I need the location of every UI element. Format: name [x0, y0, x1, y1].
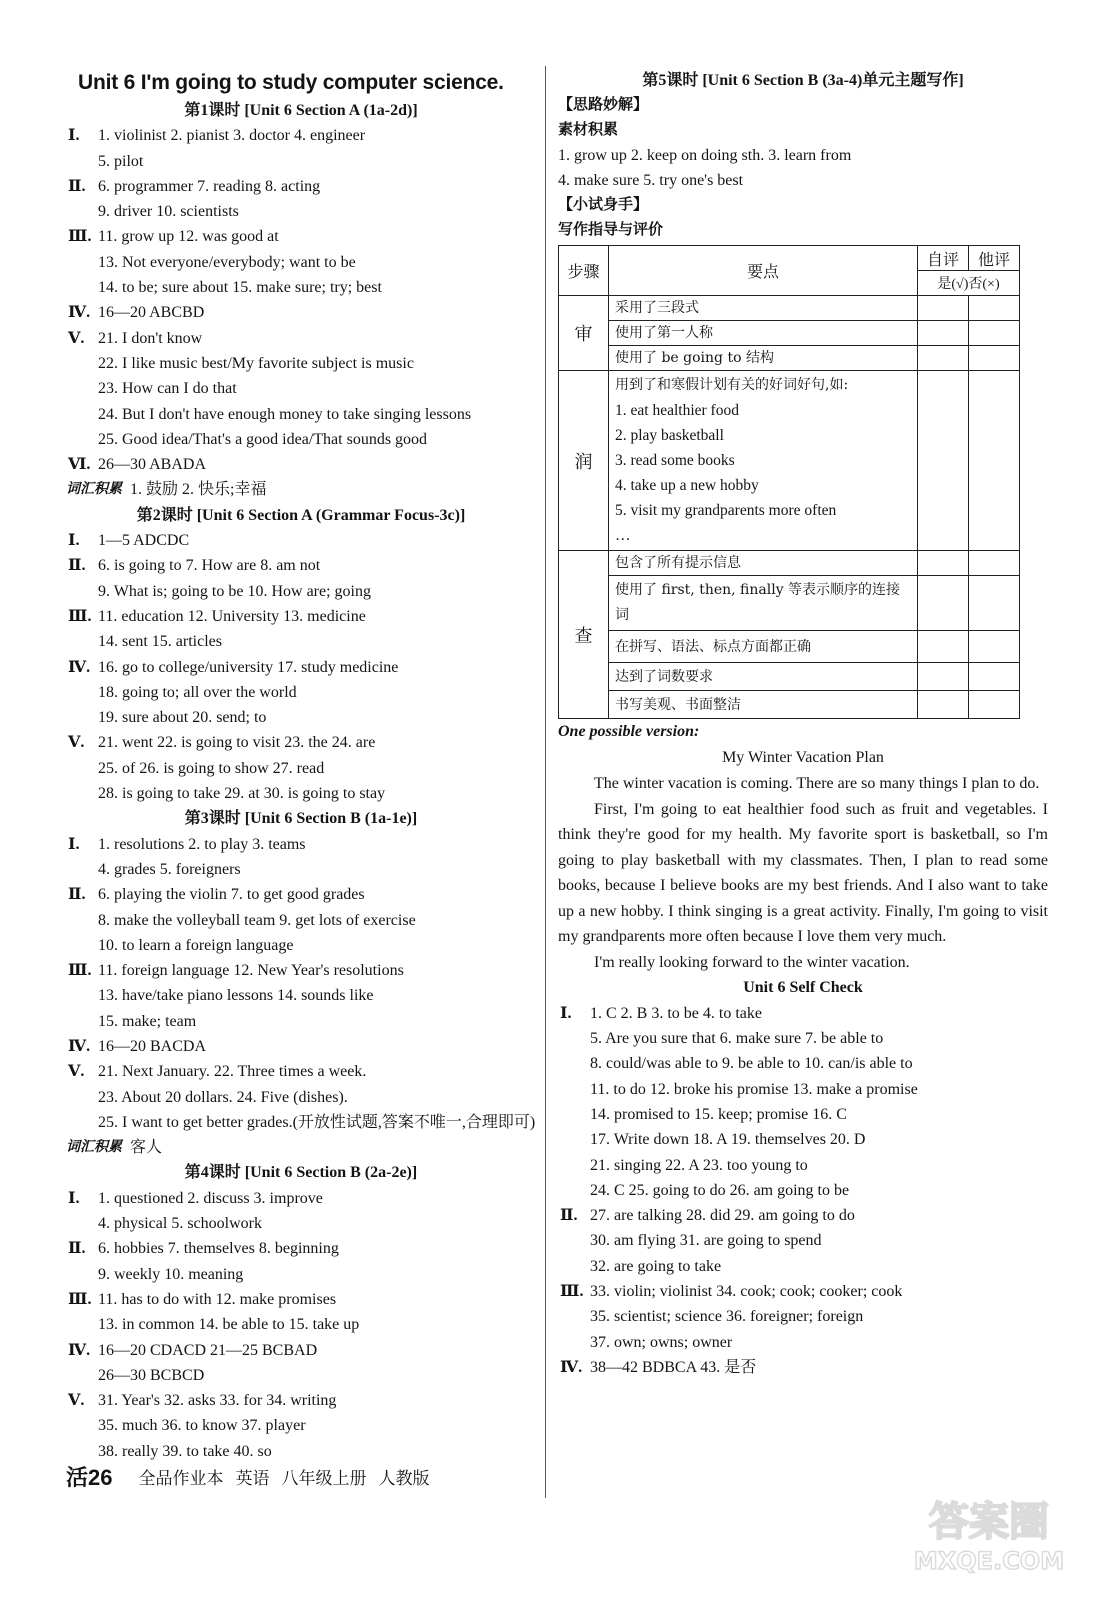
answer-text: 24. C 25. going to do 26. am going to be — [590, 1181, 850, 1199]
point-cell: 使用了第一人称 — [609, 321, 918, 346]
answer-line — [558, 1203, 1048, 1228]
answer-line — [558, 1355, 1048, 1380]
answer-line — [66, 1413, 536, 1438]
self-check-cell[interactable] — [918, 371, 969, 551]
answer-line — [66, 1110, 536, 1135]
section-numeral — [66, 579, 98, 604]
lesson-heading: 第4课时 [Unit 6 Section B (2a-2e)] — [184, 1164, 418, 1182]
answer-text: 16—20 BACDA — [98, 1037, 207, 1055]
answer-line — [558, 1228, 1048, 1253]
essay-paragraph: The winter vacation is coming. There are so many things I plan to do. — [594, 775, 1040, 793]
evaluation-table — [558, 245, 1020, 719]
section-numeral — [66, 1211, 98, 1236]
answer-text: 4. physical 5. schoolwork — [98, 1215, 262, 1233]
point-cell: 达到了词数要求 — [609, 663, 918, 691]
section-numeral: Ⅱ. — [68, 557, 86, 575]
section-numeral — [558, 1304, 590, 1329]
answer-text: 15. make; team — [98, 1012, 197, 1030]
answer-text: 14. sent 15. articles — [98, 633, 222, 651]
answer-text: 6. playing the violin 7. to get good grades — [98, 886, 365, 904]
answer-line — [66, 123, 536, 148]
section-numeral: Ⅳ. — [68, 658, 91, 676]
answer-line — [66, 781, 536, 806]
self-check-list — [558, 1001, 1048, 1380]
answer-line — [66, 857, 536, 882]
answer-line — [66, 1287, 536, 1312]
point-cell: 包含了所有提示信息 — [609, 551, 918, 576]
answer-text: 9. weekly 10. meaning — [98, 1265, 244, 1283]
self-check-cell[interactable] — [918, 346, 969, 371]
answer-line — [66, 1135, 536, 1160]
grade: 八年级上册 — [281, 1468, 367, 1488]
self-check-cell[interactable] — [918, 321, 969, 346]
section-numeral — [558, 1077, 590, 1102]
answer-line — [66, 1262, 536, 1287]
answer-line — [66, 983, 536, 1008]
answer-text: 10. to learn a foreign language — [98, 936, 294, 954]
answer-line — [66, 477, 536, 502]
answer-text: 客人 — [130, 1139, 163, 1157]
peer-check-cell[interactable] — [969, 691, 1020, 719]
section-numeral — [66, 933, 98, 958]
answer-line — [66, 756, 536, 781]
answer-text: 8. could/was able to 9. be able to 10. can/is able to — [590, 1055, 913, 1073]
section-numeral — [66, 983, 98, 1008]
answer-text: 5. pilot — [98, 152, 144, 170]
section-numeral — [558, 1026, 590, 1051]
lesson-heading: 第2课时 [Unit 6 Section A (Grammar Focus-3c)] — [136, 506, 466, 524]
answer-text: 14. promised to 15. keep; promise 16. C — [590, 1105, 847, 1123]
answer-text: 13. have/take piano lessons 14. sounds like — [98, 987, 374, 1005]
watermark-logo-icon — [899, 1487, 1079, 1577]
possible-version-label: One possible version: — [558, 723, 700, 741]
answer-text: 21. went 22. is going to visit 23. the 24. are — [98, 734, 376, 752]
watermark-text: 答案圈 — [929, 1499, 1049, 1545]
page-number: 活26 — [66, 1464, 113, 1490]
subject: 英语 — [235, 1468, 270, 1488]
section-numeral — [558, 1051, 590, 1076]
essay-title: My Winter Vacation Plan — [722, 749, 884, 767]
answer-line — [66, 174, 536, 199]
point-cell: 使用了 first, then, finally 等表示顺序的连接词 — [609, 576, 918, 631]
right-column — [558, 68, 1048, 1380]
book-name: 全品作业本 — [138, 1468, 224, 1488]
section-numeral: Ⅴ. — [68, 734, 85, 752]
run-intro: 用到了和寒假计划有关的好词好句,如: — [615, 377, 849, 394]
answer-text: 32. are going to take — [590, 1257, 722, 1275]
answer-text: 11. has to do with 12. make promises — [98, 1290, 337, 1308]
unit-title: Unit 6 I'm going to study computer science. — [78, 71, 504, 94]
point-cell-run — [609, 371, 918, 551]
answer-line — [558, 1304, 1048, 1329]
answer-line — [66, 250, 536, 275]
section-numeral: Ⅱ. — [560, 1207, 578, 1225]
answer-text: 25. I want to get better grades.(开放性试题,答案不唯一,合理即可) — [98, 1113, 536, 1131]
answer-line — [66, 1009, 536, 1034]
answer-text: 35. scientist; science 36. foreigner; foreign — [590, 1308, 864, 1326]
answer-line — [66, 553, 536, 578]
answer-line — [66, 275, 536, 300]
peer-check-cell[interactable] — [969, 551, 1020, 576]
answer-line — [558, 1051, 1048, 1076]
answer-text: 33. violin; violinist 34. cook; cook; cooker; cook — [590, 1283, 903, 1301]
answer-line — [66, 958, 536, 983]
section-numeral — [66, 1413, 98, 1438]
section-numeral: Ⅲ. — [68, 607, 92, 625]
run-item: 3. read some books — [615, 452, 735, 470]
peer-check-cell[interactable] — [969, 371, 1020, 551]
answer-line — [558, 1254, 1048, 1279]
section-numeral: Ⅲ. — [68, 1290, 92, 1308]
answer-line — [66, 730, 536, 755]
peer-check-cell[interactable] — [969, 296, 1020, 321]
self-check-cell[interactable] — [918, 691, 969, 719]
answer-text: 9. driver 10. scientists — [98, 203, 239, 221]
answer-text: 23. About 20 dollars. 24. Five (dishes). — [98, 1088, 348, 1106]
answer-text: 25. Good idea/That's a good idea/That sounds good — [98, 430, 428, 448]
section-numeral: Ⅳ. — [68, 1341, 91, 1359]
th-other: 他评 — [969, 246, 1020, 271]
answer-line — [66, 1059, 536, 1084]
answer-line — [66, 832, 536, 857]
answer-text: 21. singing 22. A 23. too young to — [590, 1156, 808, 1174]
point-cell: 在拼写、语法、标点方面都正确 — [609, 631, 918, 663]
answer-text: 8. make the volleyball team 9. get lots of exercise — [98, 911, 416, 929]
step-shen: 审 — [559, 296, 609, 371]
answer-line — [66, 882, 536, 907]
answer-line — [66, 629, 536, 654]
point-cell: 使用了 be going to 结构 — [609, 346, 918, 371]
peer-check-cell[interactable] — [969, 321, 1020, 346]
self-check-cell[interactable] — [918, 663, 969, 691]
section-numeral: Ⅰ. — [560, 1004, 572, 1022]
section-numeral — [558, 1153, 590, 1178]
section-numeral — [66, 781, 98, 806]
section-numeral — [66, 705, 98, 730]
run-item: 5. visit my grandparents more often — [615, 502, 837, 520]
answer-line — [66, 1034, 536, 1059]
vocab-label: 词汇积累 — [66, 1140, 122, 1156]
answer-text: 16—20 ABCBD — [98, 304, 205, 322]
th-self: 自评 — [918, 246, 969, 271]
answer-line — [558, 1330, 1048, 1355]
answer-line — [66, 1338, 536, 1363]
answer-line — [558, 1178, 1048, 1203]
answer-text: 16—20 CDACD 21—25 BCBAD — [98, 1341, 318, 1359]
section-numeral — [558, 1102, 590, 1127]
section-numeral — [66, 427, 98, 452]
th-step: 步骤 — [559, 246, 609, 296]
essay-paragraph: I'm really looking forward to the winter vacation. — [594, 953, 910, 971]
answer-text: 1. violinist 2. pianist 3. doctor 4. engineer — [98, 127, 366, 145]
answer-text: 35. much 36. to know 37. player — [98, 1417, 306, 1435]
section-numeral: Ⅲ. — [560, 1283, 584, 1301]
peer-check-cell[interactable] — [969, 576, 1020, 631]
answer-line — [66, 680, 536, 705]
answer-text: 31. Year's 32. asks 33. for 34. writing — [98, 1392, 337, 1410]
answer-line — [66, 452, 536, 477]
answer-text: 21. I don't know — [98, 329, 203, 347]
answer-text: 1. C 2. B 3. to be 4. to take — [590, 1004, 762, 1022]
answer-text: 26—30 ABADA — [98, 456, 207, 474]
column-divider — [545, 66, 546, 1498]
section-numeral — [66, 402, 98, 427]
section-numeral: Ⅰ. — [68, 127, 80, 145]
answer-text: 19. sure about 20. send; to — [98, 709, 267, 727]
section-numeral — [66, 680, 98, 705]
answer-line — [66, 1085, 536, 1110]
section-numeral — [66, 908, 98, 933]
answer-line — [66, 427, 536, 452]
watermark-url: MXQE.COM — [913, 1547, 1065, 1575]
answer-line — [558, 1001, 1048, 1026]
answer-text: 6. is going to 7. How are 8. am not — [98, 557, 321, 575]
answer-line — [66, 604, 536, 629]
sucai-line-1: 1. grow up 2. keep on doing sth. 3. learn from — [558, 147, 852, 165]
section-numeral — [66, 250, 98, 275]
lesson-heading: 第3课时 [Unit 6 Section B (1a-1e)] — [184, 810, 418, 828]
answer-line — [66, 149, 536, 174]
answer-text: 1. resolutions 2. to play 3. teams — [98, 835, 306, 853]
section-numeral — [66, 351, 98, 376]
answer-text: 22. I like music best/My favorite subject is music — [98, 354, 414, 372]
point-cell: 书写美观、书面整洁 — [609, 691, 918, 719]
section-numeral — [66, 857, 98, 882]
answer-line — [66, 376, 536, 401]
section-numeral: Ⅳ. — [68, 304, 91, 322]
answer-line — [66, 326, 536, 351]
answer-line — [66, 705, 536, 730]
answer-line — [558, 1279, 1048, 1304]
run-item: … — [615, 527, 631, 545]
section-numeral — [66, 376, 98, 401]
answer-text: 25. of 26. is going to show 27. read — [98, 759, 325, 777]
section-numeral: Ⅰ. — [68, 835, 80, 853]
section-numeral — [66, 1085, 98, 1110]
run-item: 4. take up a new hobby — [615, 477, 759, 495]
th-yesno: 是(√)否(×) — [918, 271, 1020, 296]
answer-text: 9. What is; going to be 10. How are; going — [98, 582, 371, 600]
section-numeral: Ⅵ. — [68, 456, 91, 474]
section-numeral — [558, 1330, 590, 1355]
answer-text: 27. are talking 28. did 29. am going to do — [590, 1207, 855, 1225]
section-numeral: Ⅱ. — [68, 886, 86, 904]
step-cha: 查 — [559, 551, 609, 719]
xiaoshi-heading: 【小试身手】 — [558, 197, 649, 214]
self-check-cell[interactable] — [918, 296, 969, 321]
sucai-line-2: 4. make sure 5. try one's best — [558, 172, 744, 190]
answer-text: 26—30 BCBCD — [98, 1366, 205, 1384]
section-numeral: Ⅴ. — [68, 1392, 85, 1410]
section-numeral — [66, 1110, 98, 1135]
lesson-5-heading: 第5课时 [Unit 6 Section B (3a-4)单元主题写作] — [642, 72, 964, 89]
answer-text: 4. grades 5. foreigners — [98, 860, 241, 878]
siluo-heading: 【思路妙解】 — [558, 97, 649, 114]
answer-line — [66, 351, 536, 376]
answer-text: 1. questioned 2. discuss 3. improve — [98, 1189, 323, 1207]
section-numeral: Ⅰ. — [68, 532, 80, 550]
peer-check-cell[interactable] — [969, 346, 1020, 371]
answer-line — [66, 1363, 536, 1388]
answer-text: 21. Next January. 22. Three times a week. — [98, 1063, 367, 1081]
lesson-heading: 第1课时 [Unit 6 Section A (1a-2d)] — [184, 102, 418, 119]
answer-line — [66, 300, 536, 325]
answer-line — [558, 1153, 1048, 1178]
section-numeral — [66, 275, 98, 300]
answer-line — [558, 1127, 1048, 1152]
answer-text: 24. But I don't have enough money to take singing lessons — [98, 405, 472, 423]
section-numeral — [66, 756, 98, 781]
answer-line — [66, 224, 536, 249]
self-check-cell[interactable] — [918, 551, 969, 576]
answer-text: 11. grow up 12. was good at — [98, 228, 279, 246]
section-numeral: Ⅱ. — [68, 1240, 86, 1258]
section-numeral: Ⅰ. — [68, 1189, 80, 1207]
section-numeral: Ⅳ. — [560, 1358, 583, 1376]
section-numeral — [66, 1312, 98, 1337]
section-numeral — [558, 1178, 590, 1203]
step-run: 润 — [559, 371, 609, 551]
self-check-cell[interactable] — [918, 631, 969, 663]
answer-text: 30. am flying 31. are going to spend — [590, 1232, 822, 1250]
answer-text: 16. go to college/university 17. study medicine — [98, 658, 399, 676]
run-item: 2. play basketball — [615, 427, 724, 445]
answer-line — [66, 655, 536, 680]
section-numeral — [558, 1127, 590, 1152]
answer-text: 11. to do 12. broke his promise 13. make a promise — [590, 1080, 918, 1098]
answer-text: 23. How can I do that — [98, 380, 237, 398]
section-numeral — [66, 149, 98, 174]
self-check-cell[interactable] — [918, 576, 969, 631]
section-numeral — [66, 199, 98, 224]
section-numeral — [66, 1009, 98, 1034]
sucai-heading: 素材积累 — [558, 122, 619, 139]
answer-line — [66, 908, 536, 933]
peer-check-cell[interactable] — [969, 631, 1020, 663]
answer-text: 18. going to; all over the world — [98, 683, 297, 701]
answer-line — [558, 1077, 1048, 1102]
answer-line — [66, 1388, 536, 1413]
answer-line — [66, 933, 536, 958]
answer-text: 11. education 12. University 13. medicine — [98, 607, 366, 625]
point-cell: 采用了三段式 — [609, 296, 918, 321]
answer-text: 13. Not everyone/everybody; want to be — [98, 253, 356, 271]
left-answer-list — [66, 98, 536, 1464]
self-check-title: Unit 6 Self Check — [743, 979, 863, 997]
peer-check-cell[interactable] — [969, 663, 1020, 691]
answer-line — [66, 528, 536, 553]
section-numeral: Ⅲ. — [68, 228, 92, 246]
left-column — [66, 68, 536, 1464]
run-item: 1. eat healthier food — [615, 402, 739, 420]
answer-text: 6. hobbies 7. themselves 8. beginning — [98, 1240, 339, 1258]
section-numeral — [66, 629, 98, 654]
answer-text: 11. foreign language 12. New Year's resolutions — [98, 962, 404, 980]
answer-line — [66, 402, 536, 427]
section-numeral: Ⅴ. — [68, 1063, 85, 1081]
section-numeral: Ⅱ. — [68, 177, 86, 195]
answer-text: 28. is going to take 29. at 30. is going to stay — [98, 785, 386, 803]
page-footer — [66, 1461, 506, 1491]
answer-text: 1. 鼓励 2. 快乐;幸福 — [130, 481, 267, 499]
th-point: 要点 — [609, 246, 918, 296]
answer-line — [558, 1026, 1048, 1051]
answer-text: 17. Write down 18. A 19. themselves 20. D — [590, 1131, 866, 1149]
writing-guide-heading: 写作指导与评价 — [558, 222, 664, 239]
answer-text: 14. to be; sure about 15. make sure; try; best — [98, 279, 382, 297]
section-numeral — [558, 1228, 590, 1253]
answer-line — [66, 199, 536, 224]
edition: 人教版 — [378, 1468, 430, 1488]
answer-text: 37. own; owns; owner — [590, 1333, 733, 1351]
answer-line — [66, 579, 536, 604]
answer-line — [66, 1211, 536, 1236]
answer-line — [66, 1236, 536, 1261]
essay-paragraph: First, I'm going to eat healthier food such as fruit and vegetables. I think they're good for my health. My favorite sport is basketball, so I'm going to play basketball with my classmates. Then, I plan to read some books, because I believe books are my best friends. And I also want to take up a new hobby. I think singing is a great activity. Finally, I'm going to visit my grandparents more often because I love them very much. — [558, 800, 1048, 946]
section-numeral: Ⅳ. — [68, 1037, 91, 1055]
vocab-label: 词汇积累 — [66, 482, 122, 498]
section-numeral — [66, 1363, 98, 1388]
section-numeral — [558, 1254, 590, 1279]
answer-text: 6. programmer 7. reading 8. acting — [98, 177, 321, 195]
answer-text: 1—5 ADCDC — [98, 532, 190, 550]
answer-text: 13. in common 14. be able to 15. take up — [98, 1316, 360, 1334]
section-numeral — [66, 1262, 98, 1287]
answer-line — [66, 1186, 536, 1211]
section-numeral: Ⅲ. — [68, 962, 92, 980]
answer-text: 5. Are you sure that 6. make sure 7. be able to — [590, 1030, 884, 1048]
answer-text: 38. really 39. to take 40. so — [98, 1442, 272, 1460]
section-numeral: Ⅴ. — [68, 329, 85, 347]
answer-line — [558, 1102, 1048, 1127]
answer-text: 38—42 BDBCA 43. 是否 — [590, 1358, 757, 1376]
answer-line — [66, 1312, 536, 1337]
